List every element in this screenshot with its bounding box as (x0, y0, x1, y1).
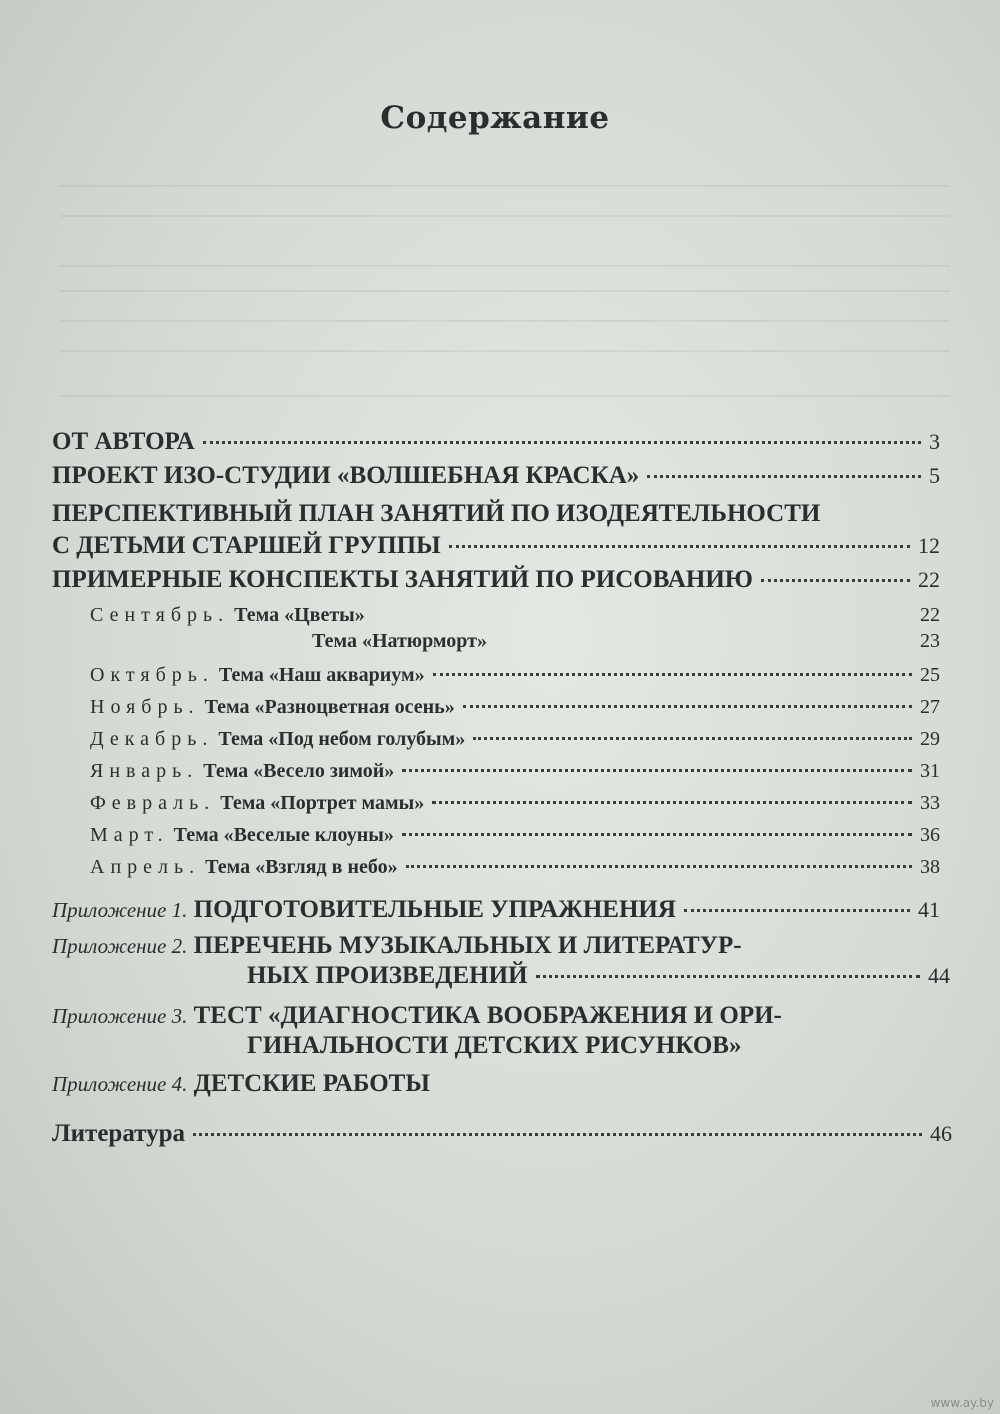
toc-subentry (90, 604, 940, 627)
toc-page-number: 36 (920, 824, 940, 846)
toc-subentry (90, 760, 940, 783)
month-label: Апрель. (90, 856, 201, 878)
toc-entry-label: ДЕТСКИЕ РАБОТЫ (193, 1070, 430, 1097)
toc-page-number: 22 (918, 567, 940, 592)
toc-entry-author (52, 428, 940, 456)
leader-dots (449, 545, 910, 548)
watermark: www.ay.by (930, 1396, 994, 1410)
leader-dots (684, 909, 910, 912)
toc-page-number: 44 (928, 963, 950, 988)
toc-entry-label-line1: ТЕСТ «ДИАГНОСТИКА ВООБРАЖЕНИЯ И ОРИ- (193, 1002, 782, 1029)
bleed-through-line (60, 290, 950, 292)
toc-subentry (90, 664, 940, 687)
theme-label: Тема «Разноцветная осень» (204, 696, 455, 718)
leader-dots (402, 769, 912, 772)
toc-entry-project (52, 462, 940, 490)
toc-page-number: 22 (920, 604, 940, 626)
theme-label: Тема «Взгляд в небо» (205, 856, 398, 878)
theme-label: Тема «Цветы» (234, 604, 365, 626)
toc-page-number: 5 (929, 463, 940, 488)
appendix-prefix: Приложение 4. (52, 1072, 188, 1096)
leader-dots (761, 579, 910, 582)
toc-entry-label-line2: С ДЕТЬМИ СТАРШЕЙ ГРУППЫ (52, 532, 441, 559)
toc-subentry (90, 856, 940, 879)
month-label: Ноябрь. (90, 696, 200, 718)
leader-dots (647, 475, 921, 478)
bleed-through-line (60, 350, 950, 352)
leader-dots (536, 975, 920, 978)
toc-page-number: 31 (920, 760, 940, 782)
toc-entry-plan (52, 532, 940, 560)
toc-entry-label-line2: ГИНАЛЬНОСТИ ДЕТСКИХ РИСУНКОВ» (247, 1032, 742, 1059)
leader-dots (463, 705, 912, 708)
month-label: Январь. (90, 760, 199, 782)
bleed-through-line (60, 320, 950, 322)
theme-label: Тема «Весело зимой» (203, 760, 395, 782)
toc-page-number: 23 (920, 630, 940, 652)
leader-dots (193, 1133, 922, 1136)
toc-page-number: 41 (918, 897, 940, 922)
toc-subentry (90, 728, 940, 751)
leader-dots (402, 833, 912, 836)
bleed-through-line (60, 185, 950, 187)
leader-dots (473, 737, 912, 740)
theme-label: Тема «Веселые клоуны» (173, 824, 394, 846)
toc-page-number: 27 (920, 696, 940, 718)
month-label: Декабрь. (90, 728, 214, 750)
bleed-through-line (60, 215, 950, 217)
toc-page-number: 12 (918, 533, 940, 558)
month-label: Сентябрь. (90, 604, 230, 626)
toc-entry-app1 (52, 896, 940, 924)
bleed-through-line (60, 265, 950, 267)
toc-page-number: 38 (920, 856, 940, 878)
toc-page-number: 29 (920, 728, 940, 750)
toc-entry-app2-cont (247, 962, 950, 990)
toc-subentry (90, 792, 940, 815)
appendix-prefix: Приложение 2. (52, 934, 188, 958)
toc-entry-label-line1: ПЕРЕЧЕНЬ МУЗЫКАЛЬНЫХ И ЛИТЕРАТУР- (193, 932, 742, 959)
toc-entry-app3 (52, 1002, 940, 1030)
toc-entry-app2 (52, 932, 940, 960)
toc-subentry (90, 696, 940, 719)
toc-entry-label-line2: НЫХ ПРОИЗВЕДЕНИЙ (247, 962, 528, 989)
leader-dots (433, 673, 912, 676)
leader-dots (406, 865, 912, 868)
toc-entry-label: ПОДГОТОВИТЕЛЬНЫЕ УПРАЖНЕНИЯ (193, 896, 676, 923)
month-label: Февраль. (90, 792, 216, 814)
leader-dots (432, 801, 912, 804)
theme-label: Тема «Под небом голубым» (218, 728, 466, 750)
month-label: Март. (90, 824, 169, 846)
toc-entry-konspekty (52, 566, 940, 594)
toc-page-number: 33 (920, 792, 940, 814)
month-label: Октябрь. (90, 664, 214, 686)
toc-page-number: 25 (920, 664, 940, 686)
toc-entry-label: ПРОЕКТ ИЗО-СТУДИИ «ВОЛШЕБНАЯ КРАСКА» (52, 462, 640, 489)
theme-label: Тема «Натюрморт» (312, 630, 487, 652)
bleed-through-line (60, 395, 950, 397)
toc-entry-label: Литература (52, 1120, 186, 1147)
toc-page-number: 3 (929, 429, 940, 454)
toc-entry-label: ПРИМЕРНЫЕ КОНСПЕКТЫ ЗАНЯТИЙ ПО РИСОВАНИЮ (52, 566, 753, 593)
toc-entry-label-line1: ПЕРСПЕКТИВНЫЙ ПЛАН ЗАНЯТИЙ ПО ИЗОДЕЯТЕЛЬНОСТИ (52, 500, 821, 527)
toc-entry-app4 (52, 1070, 940, 1098)
toc-entry-label: ОТ АВТОРА (52, 428, 195, 455)
theme-label: Тема «Портрет мамы» (220, 792, 425, 814)
toc-page-number: 46 (930, 1121, 952, 1146)
page-title: Содержание (380, 100, 610, 136)
leader-dots (203, 441, 921, 444)
theme-label: Тема «Наш аквариум» (218, 664, 425, 686)
toc-entry-literature (52, 1120, 952, 1148)
toc-subentry (312, 630, 940, 653)
appendix-prefix: Приложение 1. (52, 898, 188, 922)
appendix-prefix: Приложение 3. (52, 1004, 188, 1028)
toc-subentry (90, 824, 940, 847)
